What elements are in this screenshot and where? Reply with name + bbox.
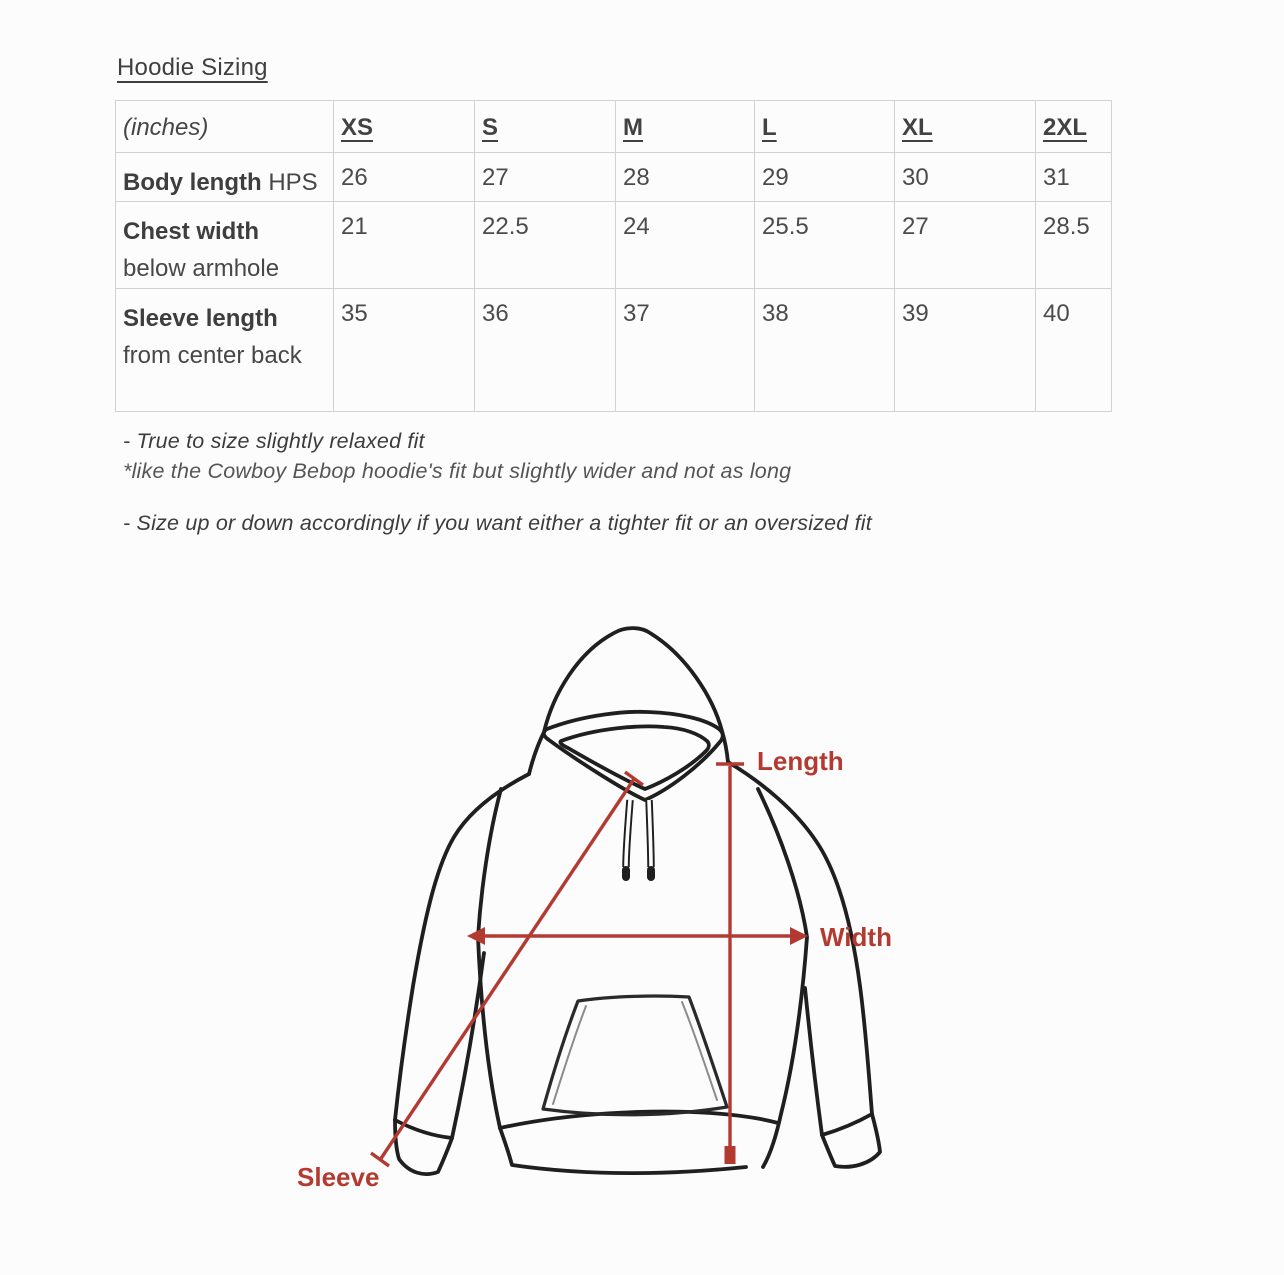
length-label: Length — [757, 746, 844, 776]
hood-outline — [529, 628, 728, 774]
size-value: 27 — [895, 202, 1036, 289]
col-header-l: L — [755, 101, 895, 153]
hem-band-bottom — [500, 1128, 746, 1173]
size-value: 22.5 — [475, 202, 616, 289]
col-header-m: M — [616, 101, 755, 153]
note-fit: - True to size slightly relaxed fit — [123, 429, 425, 453]
width-label: Width — [820, 922, 892, 952]
pocket-outline — [543, 996, 727, 1115]
right-sleeve-inner — [805, 988, 822, 1135]
page-title: Hoodie Sizing — [117, 54, 268, 81]
size-value: 39 — [895, 289, 1036, 412]
width-arrow-left — [467, 927, 485, 945]
size-value: 40 — [1036, 289, 1112, 412]
size-value: 28 — [616, 153, 755, 202]
row-label-body-length: Body length HPS — [116, 153, 334, 202]
right-cuff-seam — [822, 1114, 872, 1135]
size-value: 38 — [755, 289, 895, 412]
sleeve-measure-line — [380, 779, 634, 1160]
drawstring-right-core — [649, 800, 651, 867]
row-label-sleeve-length: Sleeve length from center back — [116, 289, 334, 412]
unit-label: (inches) — [123, 114, 209, 141]
sleeve-label: Sleeve — [297, 1162, 380, 1192]
right-cuff — [822, 1114, 880, 1167]
size-value: 27 — [475, 153, 616, 202]
size-value: 35 — [334, 289, 475, 412]
size-value: 25.5 — [755, 202, 895, 289]
note-size-up-down: - Size up or down accordingly if you want either a tighter fit or an oversized fit — [123, 511, 872, 535]
col-header-2xl: 2XL — [1036, 101, 1112, 153]
col-header-xs: XS — [334, 101, 475, 153]
size-value: 24 — [616, 202, 755, 289]
size-value: 28.5 — [1036, 202, 1112, 289]
size-value: 37 — [616, 289, 755, 412]
size-value: 30 — [895, 153, 1036, 202]
size-value: 31 — [1036, 153, 1112, 202]
note-fit-detail: *like the Cowboy Bebop hoodie's fit but slightly wider and not as long — [123, 459, 792, 483]
left-cuff — [395, 1120, 452, 1174]
size-value: 36 — [475, 289, 616, 412]
size-value: 29 — [755, 153, 895, 202]
right-body-side — [758, 789, 807, 1167]
size-value: 26 — [334, 153, 475, 202]
size-value: 21 — [334, 202, 475, 289]
row-label-chest-width: Chest width below armhole — [116, 202, 334, 289]
pocket-opening-right-stitch — [682, 1002, 717, 1100]
left-sleeve-outer — [395, 774, 529, 1120]
col-header-xl: XL — [895, 101, 1036, 153]
col-header-s: S — [475, 101, 616, 153]
